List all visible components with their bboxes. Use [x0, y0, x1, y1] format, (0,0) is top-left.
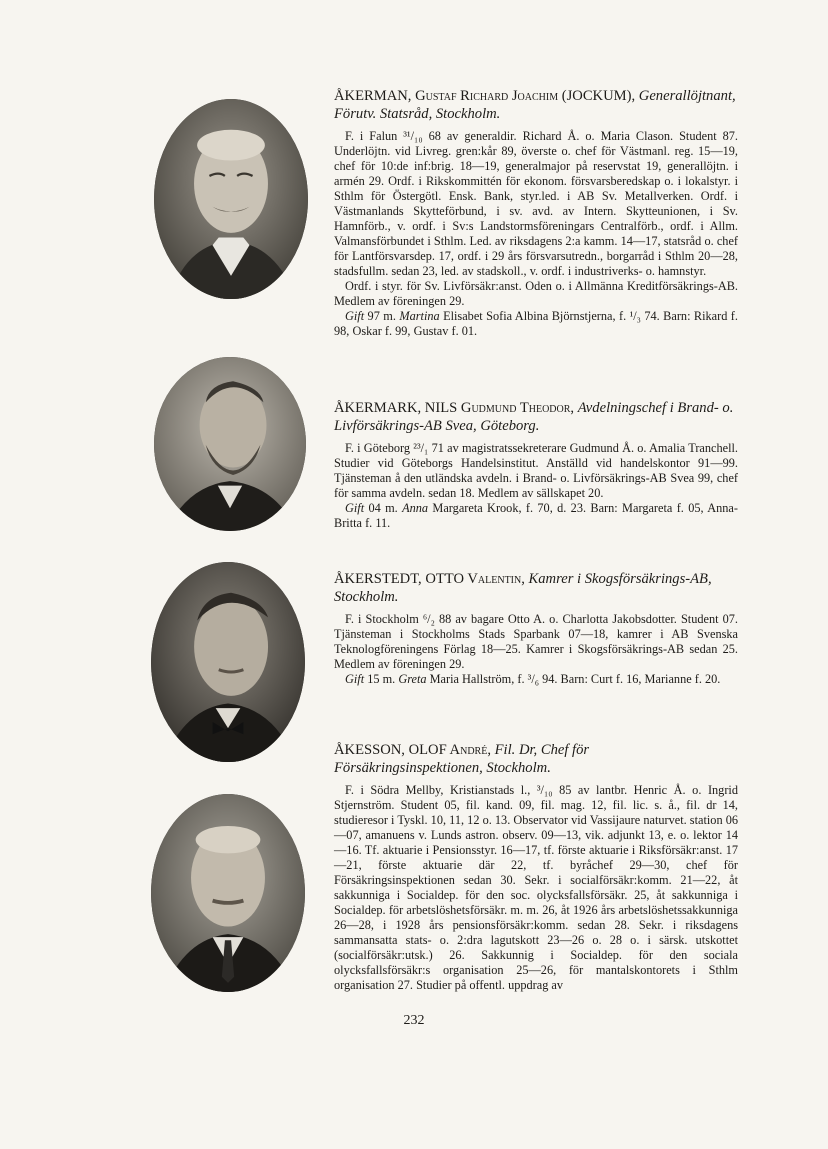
- entry-title: Generallöjtnant, Förutv. Statsråd, Stockholm.: [334, 88, 736, 122]
- entry-title: Avdelningschef i Brand- o. Livförsäkrings-AB Svea, Göteborg.: [334, 400, 734, 434]
- entry-title: Kamrer i Skogsförsäkrings-AB, Stockholm.: [334, 571, 712, 605]
- gift-text: 15 m.: [364, 672, 399, 686]
- gift-label: Gift: [345, 501, 365, 515]
- given-names: André,: [446, 742, 495, 758]
- entry-heading: [334, 741, 738, 777]
- entry-akesson: [334, 741, 738, 993]
- surname: ÅKERMARK, NILS: [334, 400, 458, 416]
- entry-heading: [334, 570, 738, 606]
- entry-paragraph: F. i Göteborg ²³/₁ 71 av magistratssekreterare Gudmund Å. o. Amalia Tranchell. Studier vid Göteborgs Handelsinstitut. Anställd vid handelskontor 91—99. Tjänsteman å den utländska avdeln. i Brand- o. Livförsäkrings-AB Svea 99, chef för samma avdeln. sedan 18. Medlem av sällskapet 20.: [334, 441, 738, 500]
- spouse-name: Martina: [399, 309, 440, 323]
- surname: ÅKESSON, OLOF: [334, 742, 447, 758]
- gift-label: Gift: [345, 309, 365, 323]
- entry-paragraph: F. i Stockholm ⁶/₂ 88 av bagare Otto A. o. Charlotta Jakobsdotter. Student 07. Tjänsteman i Stockholms Stads Sparbank 07—18, kamrer i AB Svenska Teknologföreningens Förlag 18—25. Kamrer i Skogsförsäkrings-AB sedan 25. Medlem av föreningen 29.: [334, 612, 738, 671]
- entry-family: [334, 309, 738, 339]
- entry-paragraph: Ordf. i styr. för Sv. Livförsäkr:anst. Oden o. i Allmänna Kreditförsäkrings-AB. Medlem av föreningen 29.: [334, 279, 738, 308]
- gift-text: 04 m.: [364, 501, 403, 515]
- entry-heading: [334, 87, 738, 123]
- entry-family: [334, 672, 738, 687]
- entry-paragraph: F. i Södra Mellby, Kristianstads l., ³/₁₀ 85 av lantbr. Henric Å. o. Ingrid Stjernström. Student 05, fil. kand. 09, fil. mag. 12, fil. lic. s. å., fil. dr 14, studieresor i Tyskl. 10, 11, 12 o. 13. Observator vid Vassijaure naturvet. station 06—07, amanuens v. Lunds astron. observ. 09—13, vik. adjunkt 13, e. o. lektor 14—16. Tf. aktuarie i Pensionsstyr. 16—17, tf. förste aktuarie i Riksförsäkr:anst. 17—21, förste aktuarie där 22, tf. byråchef 29—30, chef för Försäkringsinspektionen sedan 30. Sekr. i socialförsäkr:komm. 21—22, åt sakkunniga i Socialdep. för den soc. olycksfallsförsäkr. 25, åt sakkunniga i Socialdep. för arbetslöshetsförsäkr. m. m. 26, åt 1926 års arbetslöshetssakkunniga 26—28, i 1928 års pensionsförsäkr:komm. sedan 28. Sekr. i riksdagens sammansatta stats- o. 2:dra lagutskott 23—26 o. 28 o. i särsk. utskottet (socialförsäkr:utsk.) 26. Sakkunnig i Socialdep. för den sociala olycksfallsförsäkr:s organisation 25—26, för mantalskontorets i Sthlm organisation 27. Studier på offentl. uppdrag av: [334, 783, 738, 992]
- entry-akerman: [334, 87, 738, 339]
- given-names: Gustaf Richard Joachim: [411, 88, 562, 104]
- entry-title: Fil. Dr, Chef för Försäkringsinspektionen, Stockholm.: [334, 742, 590, 776]
- spouse-name: Greta: [398, 672, 427, 686]
- spouse-name: Anna: [402, 501, 429, 515]
- portrait-akerstedt: [151, 562, 305, 762]
- nickname: (JOCKUM),: [561, 88, 636, 104]
- entry-akermark: [334, 399, 738, 531]
- given-names: Valentin,: [463, 571, 529, 587]
- portrait-akerman: [154, 99, 308, 299]
- surname: ÅKERMAN,: [334, 88, 412, 104]
- entry-heading: [334, 399, 738, 435]
- entry-akerstedt: [334, 570, 738, 687]
- gift-text: 97 m.: [364, 309, 400, 323]
- gift-rest: Margareta Krook, f. 70, d. 23. Barn: Margareta f. 05, Anna-Britta f. 11.: [334, 501, 738, 530]
- entry-paragraph: F. i Falun ³¹/₁₀ 68 av generaldir. Richard Å. o. Maria Clason. Student 87. Underlöjtn. vid Livreg. gren:kår 89, överste o. chef för Västmanl. reg. 15—19, chef för 10:de inf:brig. 18—19, generalmajor på reservstat 19, generallöjtn. i armén 29. Ordf. i Rikskommittén för ekonom. försvarsberedskap o. i lokalstyr. i Sthlm för Östergötl. Ensk. Bank, styr.led. i AB Sv. Metallverken. Ordf. i Västmanlands Skytteförbund, i sv. avd. av Intern. Skytteunionen, i Sv. Hamnförb., v. ordf. i Sv:s Landstormsföreningars Centralförb., ordf. i Allm. Valmansförbundet i Sthlm. Led. av riksdagens 2:a kamm. 14—17, statsråd o. chef för Lantförsvarsdep. 17, ordf. i 29 års försvarsutredn., borgarråd i Sthlm 20—28, stadsfullm. sedan 23, led. av stadskoll., v. ordf. i industriverks- o. hamnstyr.: [334, 129, 738, 278]
- surname: ÅKERSTEDT, OTTO: [334, 571, 464, 587]
- gift-label: Gift: [345, 672, 365, 686]
- page-number: 232: [403, 1013, 425, 1028]
- given-names: Gudmund Theodor,: [457, 400, 578, 416]
- gift-rest: Elisabet Sofia Albina Björnstjerna, f. ¹/₃ 74. Barn: Rikard f. 98, Oskar f. 99, Gustav f. 01.: [334, 309, 738, 338]
- portrait-akermark: [154, 357, 306, 531]
- gift-rest: Maria Hallström, f. ³/₆ 94. Barn: Curt f. 16, Marianne f. 20.: [426, 672, 721, 686]
- entry-family: [334, 501, 738, 531]
- portrait-akesson: [151, 794, 305, 992]
